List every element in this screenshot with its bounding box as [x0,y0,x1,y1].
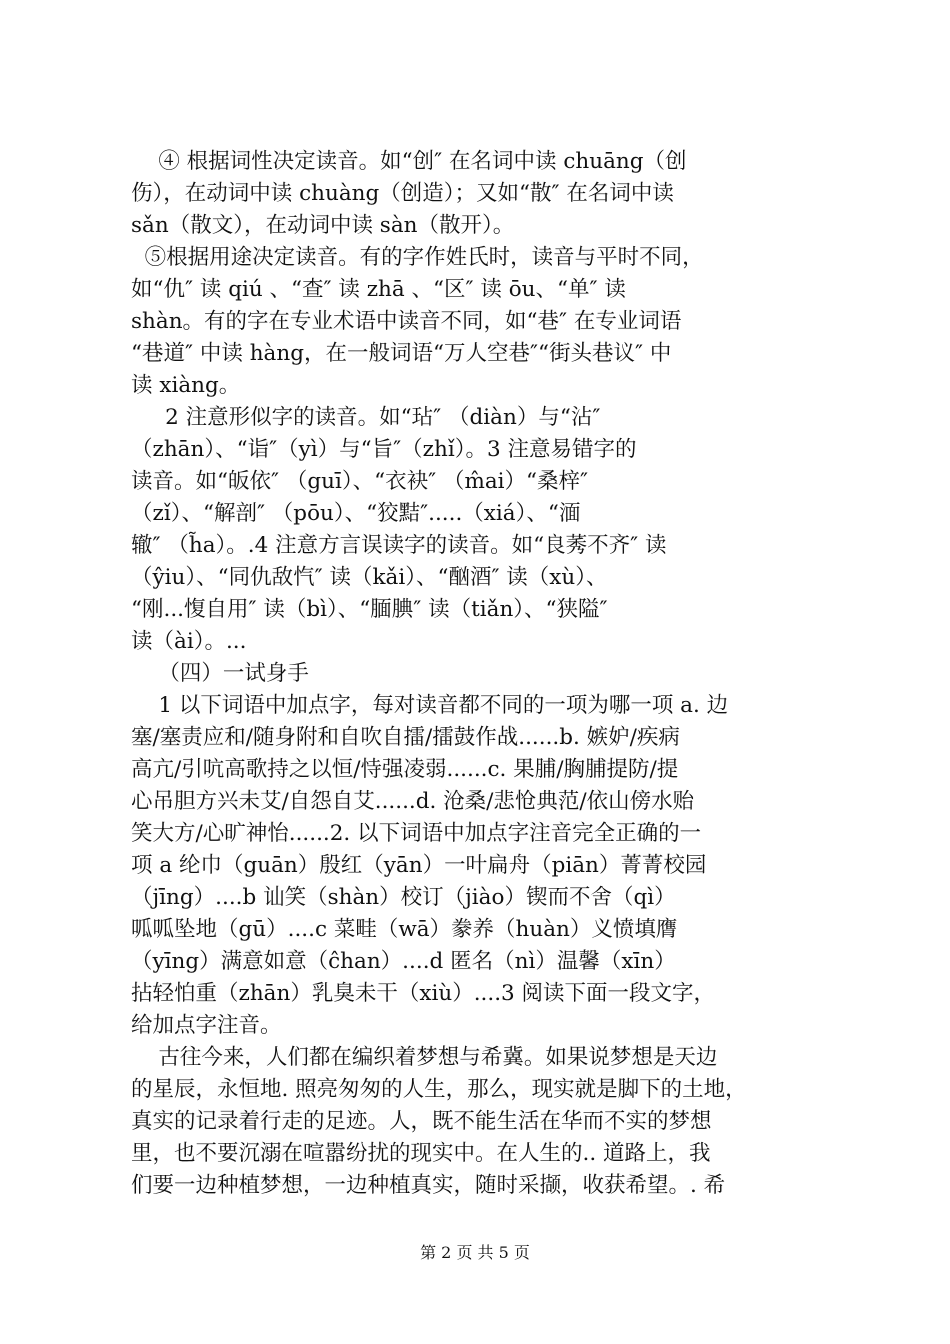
text-line: （jīng）....b 讪笑（shàn）校订（jiào）锲而不舍（qì） [131,885,676,910]
text-line: “巷道″ 中读 hàng，在一般词语“万人空巷″“街头巷议″ 中 [131,341,672,366]
text-line: 呱呱坠地（gū）....c 菜畦（wā）豢养（huàn）义愤填膺 [131,917,678,942]
text-line: （四）一试身手 [131,661,309,686]
text-line: shàn。有的字在专业术语中读音不同，如“巷″ 在专业词语 [131,309,682,334]
text-line: 拈轻怕重（zhān）乳臭未干（xiù）....3 阅读下面一段文字， [131,981,716,1006]
text-line: 项 a 纶巾（guān）殷红（yān）一叶扁舟（piān）菁菁校园 [131,853,707,878]
text-line: 们要一边种植梦想，一边种植真实，随时采撷，收获希望。. 希 [131,1173,726,1198]
text-line: 2 注意形似字的读音。如“玷″ （diàn）与“沾″ [131,405,601,430]
text-line: 的星辰，永恒地. 照亮匆匆的人生，那么，现实就是脚下的土地， [131,1077,747,1102]
text-line: 真实的记录着行走的足迹。人，既不能生活在华而不实的梦想 [131,1109,712,1134]
text-line: 读音。如“皈依″ （guī）、“衣袂″ （m̂ai）“桑梓″ [131,469,589,494]
text-line: ④ 根据词性决定读音。如“创″ 在名词中读 chuāng（创 [131,149,687,174]
text-line: 辙″ （h̃a）。.4 注意方言误读字的读音。如“良莠不齐″ 读 [131,533,667,558]
text-line: 伤），在动词中读 chuàng（创造）；又如“散″ 在名词中读 [131,181,674,206]
text-line: 里，也不要沉溺在喧嚣纷扰的现实中。在人生的.. 道路上，我 [131,1141,711,1166]
text-line: （zǐ）、“解剖″ （pōu）、“狡黠″.....（xiá）、“湎 [131,501,581,526]
text-line: 高亢/引吭高歌持之以恒/恃强凌弱......c. 果脯/胸脯提防/提 [131,757,679,782]
text-line: “刚...愎自用″ 读（bì）、“腼腆″ 读（tiǎn）、“狭隘″ [131,597,608,622]
text-line: sǎn（散文），在动词中读 sàn（散开）。 [131,213,515,238]
text-line: （yīng）满意如意（ĉhan）....d 匿名（nì）温馨（xīn） [131,949,676,974]
text-line: 给加点字注音。 [131,1013,282,1038]
text-line: 读 xiàng。 [131,373,241,398]
text-line: ⑤根据用途决定读音。有的字作姓氏时，读音与平时不同， [131,245,704,270]
page-footer: 第 2 页 共 5 页 [420,1243,530,1262]
text-line: 古往今来，人们都在编织着梦想与希冀。如果说梦想是天边 [131,1045,718,1070]
text-line: 读（ài）。... [131,629,247,654]
text-line: 如“仇″ 读 qiú 、“查″ 读 zhā 、“区″ 读 ōu、“单″ 读 [131,277,626,302]
text-line: 笑大方/心旷神怡......2. 以下词语中加点字注音完全正确的一 [131,821,702,846]
text-line: 塞/塞责应和/随身附和自吹自擂/擂鼓作战......b. 嫉妒/疾病 [131,725,680,750]
text-line: 心吊胆方兴未艾/自怨自艾......d. 沧桑/悲怆典范/依山傍水贻 [131,789,695,814]
text-line: 1 以下词语中加点字，每对读音都不同的一项为哪一项 a. 边 [131,693,729,718]
text-line: （ŷiu）、“同仇敌忾″ 读（kǎi）、“酗酒″ 读（xù）、 [131,565,608,590]
text-line: （zhān）、“诣″（yì）与“旨″（zhǐ）。3 注意易错字的 [131,437,637,462]
